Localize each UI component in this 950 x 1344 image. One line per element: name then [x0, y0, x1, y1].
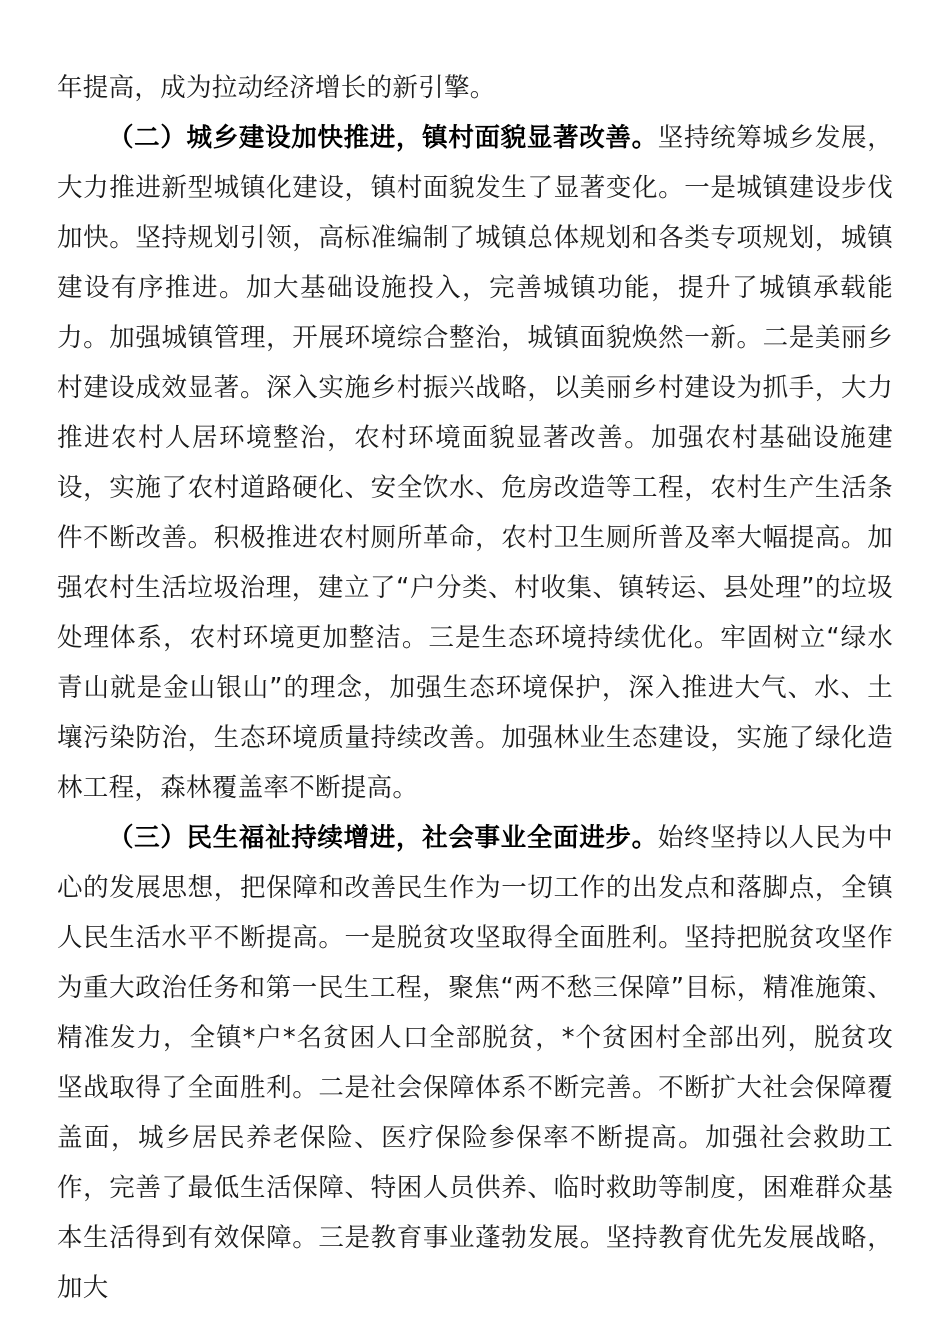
paragraph-livelihood	[57, 813, 893, 1313]
section-heading-urban-rural: （二）城乡建设加快推进，镇村面貌显著改善。	[108, 123, 658, 153]
paragraph-text: 始终坚持以人民为中心的发展思想，把保障和改善民生作为一切工作的出发点和落脚点，全镇人民生活水平不断提高。一是脱贫攻坚取得全面胜利。坚持把脱贫攻坚作为重大政治任务和第一民生工程，聚焦“两不愁三保障”目标，精准施策、精准发力，全镇*户*名贫困人口全部脱贫，*个贫困村全部出列，脱贫攻坚战取得了全面胜利。二是社会保障体系不断完善。不断扩大社会保障覆盖面，城乡居民养老保险、医疗保险参保率不断提高。加强社会救助工作，完善了最低生活保障、特困人员供养、临时救助等制度，困难群众基本生活得到有效保障。三是教育事业蓬勃发展。坚持教育优先发展战略，加大	[57, 823, 893, 1303]
paragraph-urban-rural	[57, 113, 893, 813]
paragraph-continuation	[57, 63, 893, 113]
paragraph-text: 坚持统筹城乡发展，大力推进新型城镇化建设，镇村面貌发生了显著变化。一是城镇建设步伐加快。坚持规划引领，高标准编制了城镇总体规划和各类专项规划，城镇建设有序推进。加大基础设施投入，完善城镇功能，提升了城镇承载能力。加强城镇管理，开展环境综合整治，城镇面貌焕然一新。二是美丽乡村建设成效显著。深入实施乡村振兴战略，以美丽乡村建设为抓手，大力推进农村人居环境整治，农村环境面貌显著改善。加强农村基础设施建设，实施了农村道路硬化、安全饮水、危房改造等工程，农村生产生活条件不断改善。积极推进农村厕所革命，农村卫生厕所普及率大幅提高。加强农村生活垃圾治理，建立了“户分类、村收集、镇转运、县处理”的垃圾处理体系，农村环境更加整洁。三是生态环境持续优化。牢固树立“绿水青山就是金山银山”的理念，加强生态环境保护，深入推进大气、水、土壤污染防治，生态环境质量持续改善。加强林业生态建设，实施了绿化造林工程，森林覆盖率不断提高。	[57, 123, 893, 803]
section-heading-livelihood: （三）民生福祉持续增进，社会事业全面进步。	[108, 823, 658, 853]
paragraph-text: 年提高，成为拉动经济增长的新引擎。	[57, 73, 496, 103]
document-body	[57, 63, 893, 1313]
